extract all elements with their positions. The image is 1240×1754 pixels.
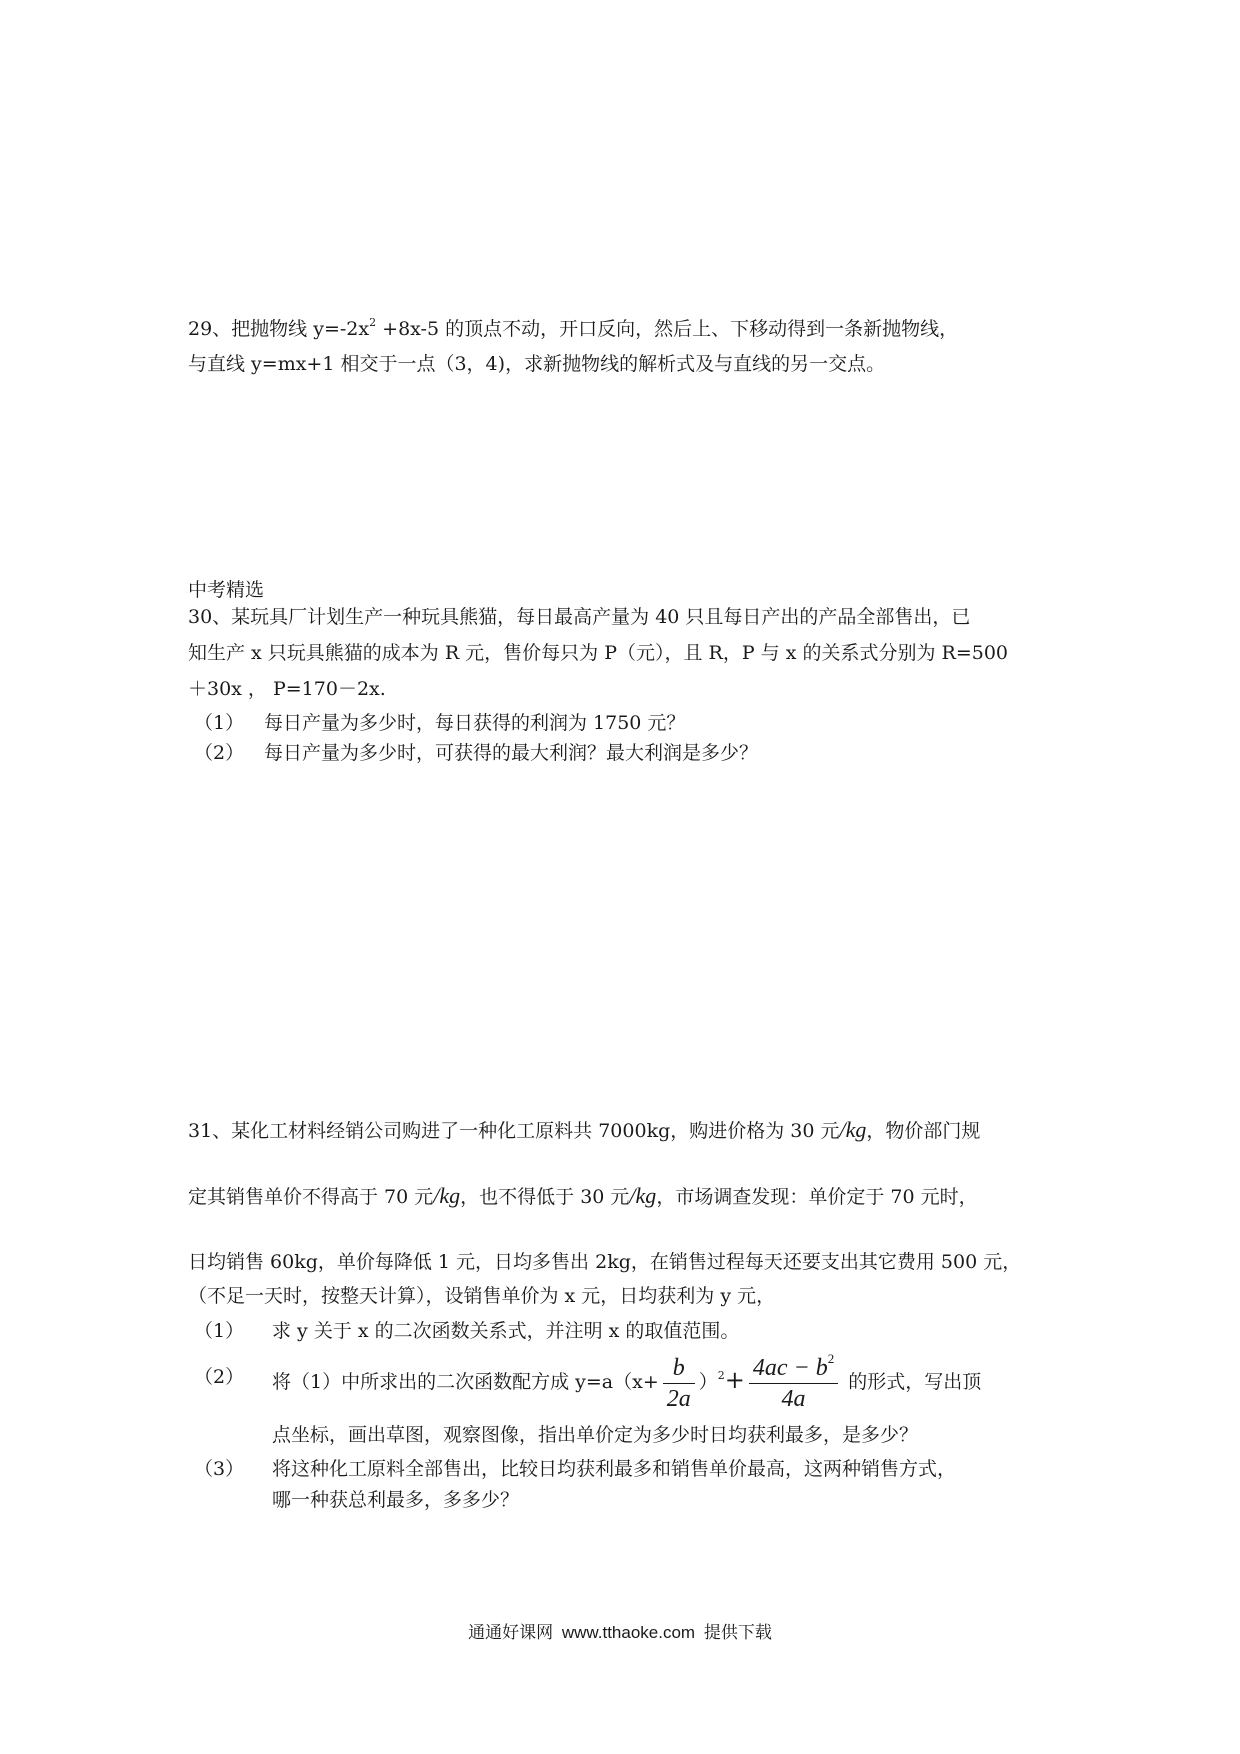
fraction-2-numerator [749,1350,838,1384]
fraction-b-over-2a [663,1353,695,1414]
q30-part-2-number: （2） [194,742,245,764]
plus-sign: + [724,1366,745,1394]
q31-part-2-line-2: 点坐标，画出草图，观察图像，指出单价定为多少时日均获利最多，是多少？ [272,1424,919,1446]
q29-superscript: 2 [369,316,377,329]
q29-line-2: 与直线 y=mx+1 相交于一点（3，4)，求新抛物线的解析式及与直线的另一交点。 [188,353,886,375]
q31-part-2-number: （2） [194,1366,245,1388]
square-superscript: 2 [717,1369,725,1382]
q30-line-2: 知生产 x 只玩具熊猫的成本为 R 元，售价每只为 P（元），且 R，P 与 x 的关系式分别为 R=500 [188,642,1008,664]
fraction-2-numerator-text: 4ac − b [752,1354,828,1381]
q31-part-1-text: 求 y 关于 x 的二次函数关系式，并注明 x 的取值范围。 [272,1320,740,1342]
q31-line-1-text-a: 31、某化工材料经销公司购进了一种化工原料共 7000kg，购进价格为 30 元 [188,1120,840,1142]
q31-part-2-text-b: ） [698,1371,718,1393]
q30-part-1-text: 每日产量为多少时，每日获得的利润为 1750 元？ [264,712,686,734]
q31-line-2-text-b: ，也不得低于 30 元 [460,1186,630,1208]
q31-part-2-formula-line [272,1343,981,1417]
q29-text-b: +8x-5 的顶点不动，开口反向，然后上、下移动得到一条新抛物线， [376,318,959,340]
q31-line-2 [188,1183,978,1210]
q31-line-1 [188,1117,980,1144]
q31-line-4: （不足一天时，按整天计算），设销售单价为 x 元，日均获利为 y 元， [188,1285,776,1307]
fraction-2-denominator: 4a [781,1385,806,1412]
page-footer [0,1618,1240,1643]
q29-text-a: 29、把抛物线 y=-2x [188,318,370,340]
q30-line-1: 30、某玩具厂计划生产一种玩具熊猫，每日最高产量为 40 只且每日产出的产品全部售出，已 [188,606,971,628]
q31-line-2-text-a: 定其销售单价不得高于 70 元 [188,1186,434,1208]
q31-unit-2: /kg [433,1183,461,1208]
q31-part-3-line-1: 将这种化工原料全部售出，比较日均获利最多和销售单价最高，这两种销售方式， [272,1458,957,1480]
q30-part-2-text: 每日产量为多少时，可获得的最大利润？最大利润是多少？ [264,742,759,764]
q30-line-3: ＋30x ， P=170－2x. [188,678,386,700]
q29-line-1 [188,316,958,342]
q30-part-1-number: （1） [194,712,245,734]
q31-unit-1: /kg [839,1117,867,1142]
q31-line-1-text-b: ，物价部门规 [866,1120,981,1142]
footer-site-name: 通通好课网 [468,1623,554,1642]
fraction-4ac-minus-b2-over-4a [749,1350,838,1414]
fraction-1-denominator: 2a [666,1385,691,1412]
q31-part-3-number: （3） [194,1458,245,1480]
q31-part-2-text-d: 的形式，写出顶 [842,1371,982,1393]
fraction-1-numerator: b [663,1353,695,1384]
q31-line-3: 日均销售 60kg，单价每降低 1 元，日均多售出 2kg，在销售过程每天还要支出其它费用 500 元， [188,1251,1022,1273]
q31-part-3-line-2: 哪一种获总利最多，多多少？ [272,1489,520,1511]
q31-part-2-text-a: 将（1）中所求出的二次函数配方成 y=a（x+ [272,1371,659,1393]
footer-url[interactable]: www.tthaoke.com [561,1623,696,1642]
footer-action: 提供下载 [703,1623,772,1642]
section-title: 中考精选 [188,579,265,601]
fraction-2-superscript: 2 [827,1350,835,1366]
q31-unit-3: /kg [629,1183,657,1208]
q31-line-2-text-c: ，市场调查发现：单价定于 70 元时， [656,1186,978,1208]
q31-part-1-number: （1） [194,1320,245,1342]
